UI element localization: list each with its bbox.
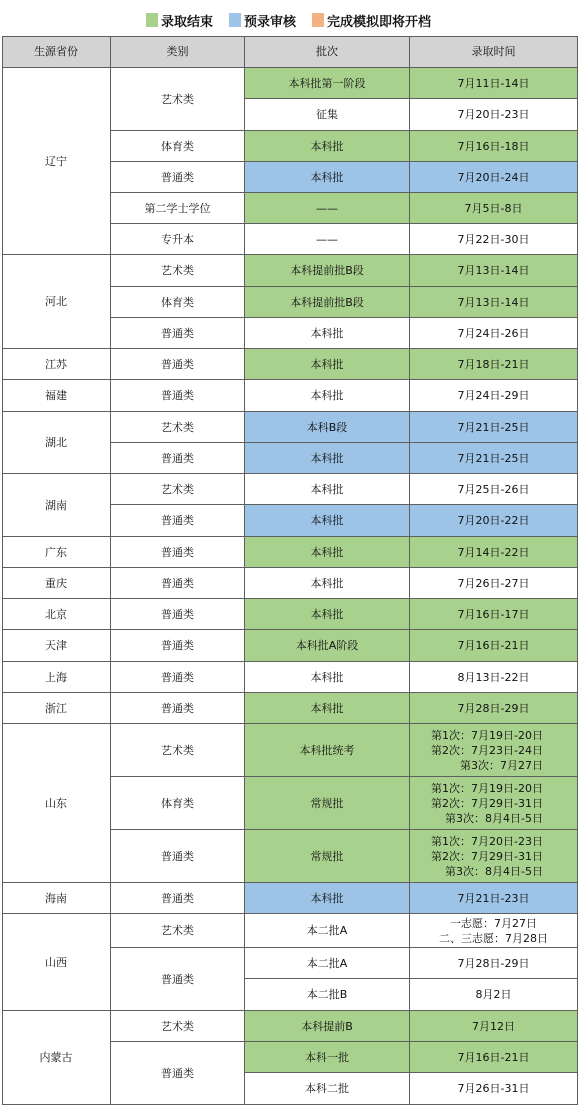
admission-time-cell-text: 7月12日 [472, 1019, 515, 1033]
category-cell-text: 体育类 [161, 796, 194, 810]
batch-cell-text: 本二批A [306, 924, 348, 937]
category-cell [111, 1011, 245, 1042]
batch-cell [245, 724, 410, 777]
admission-time-cell [410, 948, 578, 979]
category-cell [111, 630, 245, 662]
category-cell [111, 318, 245, 349]
admission-time-cell [410, 1011, 578, 1042]
admission-time-cell-text: 7月21日-23日 [457, 891, 530, 905]
admission-time-cell-text: 7月16日-21日 [457, 639, 530, 652]
province-cell-text: 海南 [45, 891, 67, 905]
batch-cell [245, 318, 410, 349]
legend [0, 0, 580, 38]
category-cell [111, 224, 245, 255]
admission-time-cell [410, 883, 578, 914]
admission-time-cell-text: 7月16日-17日 [457, 607, 530, 621]
batch-cell-text: 征集 [316, 108, 338, 121]
batch-cell [245, 568, 410, 599]
batch-cell-text: —— [316, 201, 338, 215]
category-cell [111, 255, 245, 287]
batch-cell [245, 162, 410, 193]
category-cell [111, 883, 245, 914]
admission-time-cell [410, 777, 578, 830]
province-cell [2, 349, 111, 380]
category-cell-text: 普通类 [161, 170, 194, 184]
province-cell [2, 68, 111, 255]
admission-time-cell-text: 第3次：8月4日-5日 [445, 811, 543, 825]
province-cell [2, 599, 111, 630]
batch-cell [245, 630, 410, 662]
batch-cell-text: 本科一批 [305, 1050, 349, 1064]
admission-time-cell-text: 7月20日-22日 [457, 514, 530, 527]
admission-time-cell-text: 7月28日-29日 [457, 701, 530, 715]
admission-time-cell [410, 599, 578, 630]
category-cell-text: 专升本 [161, 232, 194, 246]
province-cell-text: 北京 [45, 607, 67, 621]
category-cell-text: 普通类 [161, 639, 194, 652]
legend-swatch-done [146, 13, 158, 27]
header-category: 类别 [111, 36, 245, 68]
admission-time-cell-text: 7月11日-14日 [457, 76, 530, 90]
batch-cell-text: 本科批 [310, 451, 344, 465]
batch-cell-text: 本科批 [310, 482, 344, 496]
category-cell [111, 412, 245, 443]
batch-cell-text: 本科批 [310, 326, 344, 340]
admission-time-cell [410, 1042, 578, 1073]
category-cell-text: 普通类 [161, 849, 194, 863]
province-cell [2, 662, 111, 693]
province-cell-text: 广东 [45, 545, 67, 559]
admission-time-cell [410, 162, 578, 193]
admission-time-cell [410, 255, 578, 287]
category-cell [111, 599, 245, 630]
admission-time-cell [410, 630, 578, 662]
category-cell-text: 普通类 [161, 670, 194, 684]
admission-time-cell [410, 724, 578, 777]
batch-cell [245, 505, 410, 537]
batch-cell [245, 224, 410, 255]
category-cell [111, 193, 245, 224]
province-cell-text: 浙江 [45, 701, 67, 715]
admission-time-cell [410, 537, 578, 568]
category-cell [111, 914, 245, 948]
batch-cell-text: 本科批 [310, 701, 344, 715]
province-cell [2, 630, 111, 662]
admission-time-cell [410, 662, 578, 693]
batch-cell-text: 本科二批 [305, 1082, 349, 1095]
admission-time-cell-text: 第2次：7月23日-24日 [431, 743, 543, 757]
category-cell [111, 349, 245, 380]
category-cell [111, 443, 245, 474]
category-cell-text: 普通类 [161, 357, 194, 371]
batch-cell [245, 1073, 410, 1105]
batch-cell-text: 本二批A [306, 956, 348, 970]
province-cell-text: 天津 [45, 639, 67, 652]
category-cell [111, 162, 245, 193]
admission-time-cell [410, 380, 578, 412]
batch-cell [245, 830, 410, 883]
category-cell [111, 287, 245, 318]
province-cell-text: 山西 [45, 955, 67, 969]
batch-cell [245, 693, 410, 724]
batch-cell-text: 本科提前批B段 [290, 264, 364, 277]
province-cell [2, 412, 111, 474]
legend-label-soon: 完成模拟即将开档 [327, 14, 432, 30]
category-cell-text: 艺术类 [161, 482, 194, 496]
admission-time-cell [410, 318, 578, 349]
admission-time-cell-text: 7月21日-25日 [457, 451, 530, 465]
batch-cell-text: 本科批第一阶段 [288, 76, 366, 90]
category-cell [111, 662, 245, 693]
province-cell [2, 693, 111, 724]
admission-time-cell-text: 一志愿：7月27日 [450, 916, 537, 930]
category-cell-text: 艺术类 [161, 264, 194, 277]
batch-cell [245, 99, 410, 131]
batch-cell [245, 443, 410, 474]
header-batch: 批次 [245, 36, 410, 68]
batch-cell [245, 474, 410, 505]
batch-cell-text: 本科批 [310, 357, 344, 371]
admission-time-cell [410, 443, 578, 474]
admission-time-cell-text: 8月2日 [475, 988, 512, 1001]
admission-time-cell-text: 第3次：8月4日-5日 [445, 864, 543, 878]
header-province: 生源省份 [2, 36, 111, 68]
legend-swatch-review [229, 13, 241, 27]
admission-time-cell-text: 第2次：7月29日-31日 [431, 796, 543, 810]
category-cell-text: 艺术类 [161, 743, 194, 757]
province-cell [2, 537, 111, 568]
admission-time-cell [410, 830, 578, 883]
province-cell [2, 724, 111, 883]
province-cell-text: 辽宁 [45, 154, 67, 168]
province-cell [2, 255, 111, 349]
admission-time-cell [410, 193, 578, 224]
batch-cell-text: 常规批 [310, 849, 344, 863]
province-cell-text: 湖北 [45, 436, 67, 449]
admission-time-cell [410, 914, 578, 948]
province-cell-text: 上海 [45, 670, 67, 684]
province-cell [2, 380, 111, 412]
admission-time-cell [410, 131, 578, 162]
category-cell [111, 724, 245, 777]
batch-cell-text: —— [316, 232, 338, 246]
header-admission-time: 录取时间 [410, 36, 578, 68]
batch-cell [245, 537, 410, 568]
batch-cell [245, 412, 410, 443]
batch-cell-text: 本科批 [310, 576, 344, 590]
batch-cell [245, 193, 410, 224]
category-cell [111, 830, 245, 883]
admission-time-cell [410, 412, 578, 443]
batch-cell-text: 本二批B [306, 988, 348, 1001]
province-cell [2, 568, 111, 599]
category-cell-text: 艺术类 [161, 92, 194, 106]
batch-cell [245, 1011, 410, 1042]
province-cell-text: 湖南 [45, 498, 67, 512]
admission-time-cell-text: 7月21日-25日 [457, 420, 530, 434]
category-cell [111, 948, 245, 1011]
batch-cell-text: 本科提前B [301, 1019, 353, 1033]
batch-cell-text: 本科批 [310, 670, 344, 684]
province-cell-text: 福建 [45, 389, 67, 402]
batch-cell [245, 255, 410, 287]
category-cell [111, 131, 245, 162]
province-cell-text: 河北 [45, 295, 67, 308]
legend-label-done: 录取结束 [161, 14, 214, 30]
category-cell [111, 777, 245, 830]
admission-time-cell-text: 二、三志愿：7月28日 [439, 931, 548, 945]
admission-time-cell [410, 349, 578, 380]
category-cell [111, 505, 245, 537]
category-cell-text: 体育类 [161, 295, 194, 309]
batch-cell-text: 本科批A阶段 [295, 639, 359, 652]
category-cell-text: 第二学士学位 [144, 201, 211, 215]
admission-time-cell-text: 7月5日-8日 [464, 201, 523, 215]
category-cell-text: 普通类 [161, 972, 194, 986]
batch-cell-text: 本科批 [310, 891, 344, 905]
legend-item-done [146, 11, 213, 29]
category-cell-text: 艺术类 [161, 1019, 194, 1033]
admission-time-cell-text: 第1次：7月20日-23日 [431, 834, 543, 848]
admission-time-cell-text: 7月16日-18日 [457, 139, 530, 153]
admission-time-cell-text: 7月16日-21日 [457, 1050, 530, 1064]
batch-cell [245, 979, 410, 1011]
admission-time-cell-text: 第1次：7月19日-20日 [431, 781, 543, 795]
category-cell-text: 普通类 [161, 607, 194, 621]
category-cell-text: 普通类 [161, 326, 194, 340]
admission-time-cell-text: 7月18日-21日 [457, 357, 530, 371]
batch-cell [245, 948, 410, 979]
legend-label-review: 预录审核 [244, 14, 297, 30]
admission-time-cell-text: 第2次：7月29日-31日 [431, 849, 543, 863]
category-cell-text: 艺术类 [161, 420, 194, 434]
province-cell [2, 883, 111, 914]
category-cell [111, 1042, 245, 1105]
admission-time-cell [410, 505, 578, 537]
province-cell [2, 914, 111, 1011]
admission-schedule-table [2, 36, 578, 1105]
legend-swatch-soon [312, 13, 324, 27]
legend-item-review [229, 11, 296, 29]
province-cell [2, 474, 111, 537]
admission-time-cell [410, 568, 578, 599]
province-cell-text: 山东 [45, 796, 67, 810]
admission-time-cell [410, 287, 578, 318]
batch-cell-text: 本科批 [310, 170, 344, 184]
admission-time-cell [410, 224, 578, 255]
admission-time-cell [410, 1073, 578, 1105]
category-cell [111, 380, 245, 412]
admission-time-cell-text: 第3次：7月27日 [460, 758, 543, 772]
category-cell-text: 普通类 [161, 701, 194, 715]
admission-time-cell-text: 7月13日-14日 [457, 264, 530, 277]
batch-cell [245, 349, 410, 380]
batch-cell [245, 777, 410, 830]
admission-time-cell [410, 979, 578, 1011]
province-cell [2, 1011, 111, 1105]
category-cell [111, 693, 245, 724]
batch-cell [245, 662, 410, 693]
category-cell-text: 普通类 [161, 389, 194, 402]
admission-time-cell-text: 7月20日-24日 [457, 170, 530, 184]
admission-time-cell-text: 7月24日-29日 [457, 389, 530, 402]
batch-cell-text: 本科批 [310, 545, 344, 559]
category-cell-text: 艺术类 [161, 924, 194, 937]
admission-time-cell-text: 7月13日-14日 [457, 295, 530, 309]
category-cell-text: 体育类 [161, 139, 194, 153]
batch-cell-text: 本科批统考 [299, 743, 355, 757]
batch-cell [245, 1042, 410, 1073]
province-cell-text: 江苏 [45, 357, 67, 371]
category-cell-text: 普通类 [161, 451, 194, 465]
admission-time-cell-text: 7月24日-26日 [457, 326, 530, 340]
category-cell [111, 68, 245, 131]
province-cell-text: 重庆 [45, 576, 67, 590]
category-cell [111, 568, 245, 599]
category-cell [111, 537, 245, 568]
admission-time-cell-text: 7月25日-26日 [457, 482, 530, 496]
batch-cell [245, 287, 410, 318]
admission-time-cell-text: 第1次：7月19日-20日 [431, 728, 543, 742]
province-cell-text: 内蒙古 [39, 1051, 73, 1064]
admission-time-cell-text: 8月13日-22日 [457, 670, 530, 684]
category-cell-text: 普通类 [161, 891, 194, 905]
batch-cell-text: 本科批 [310, 389, 344, 402]
category-cell-text: 普通类 [161, 545, 194, 559]
category-cell-text: 普通类 [161, 1066, 194, 1080]
batch-cell [245, 883, 410, 914]
category-cell-text: 普通类 [161, 576, 194, 590]
batch-cell-text: 本科提前批B段 [290, 295, 364, 309]
batch-cell [245, 599, 410, 630]
category-cell-text: 普通类 [161, 514, 194, 527]
batch-cell [245, 68, 410, 99]
batch-cell-text: 常规批 [310, 796, 344, 810]
admission-time-cell-text: 7月26日-31日 [457, 1082, 530, 1095]
admission-time-cell [410, 99, 578, 131]
batch-cell-text: 本科批 [310, 139, 344, 153]
batch-cell-text: 本科批 [310, 607, 344, 621]
batch-cell-text: 本科批 [310, 514, 344, 527]
batch-cell [245, 131, 410, 162]
admission-time-cell [410, 693, 578, 724]
admission-time-cell-text: 7月22日-30日 [457, 232, 530, 246]
admission-time-cell-text: 7月28日-29日 [457, 956, 530, 970]
category-cell [111, 474, 245, 505]
batch-cell [245, 380, 410, 412]
admission-time-cell-text: 7月20日-23日 [457, 108, 530, 121]
legend-item-soon [312, 11, 431, 29]
admission-time-cell-text: 7月26日-27日 [457, 576, 530, 590]
batch-cell [245, 914, 410, 948]
admission-time-cell [410, 68, 578, 99]
batch-cell-text: 本科B段 [306, 420, 348, 434]
admission-time-cell [410, 474, 578, 505]
admission-time-cell-text: 7月14日-22日 [457, 545, 530, 559]
